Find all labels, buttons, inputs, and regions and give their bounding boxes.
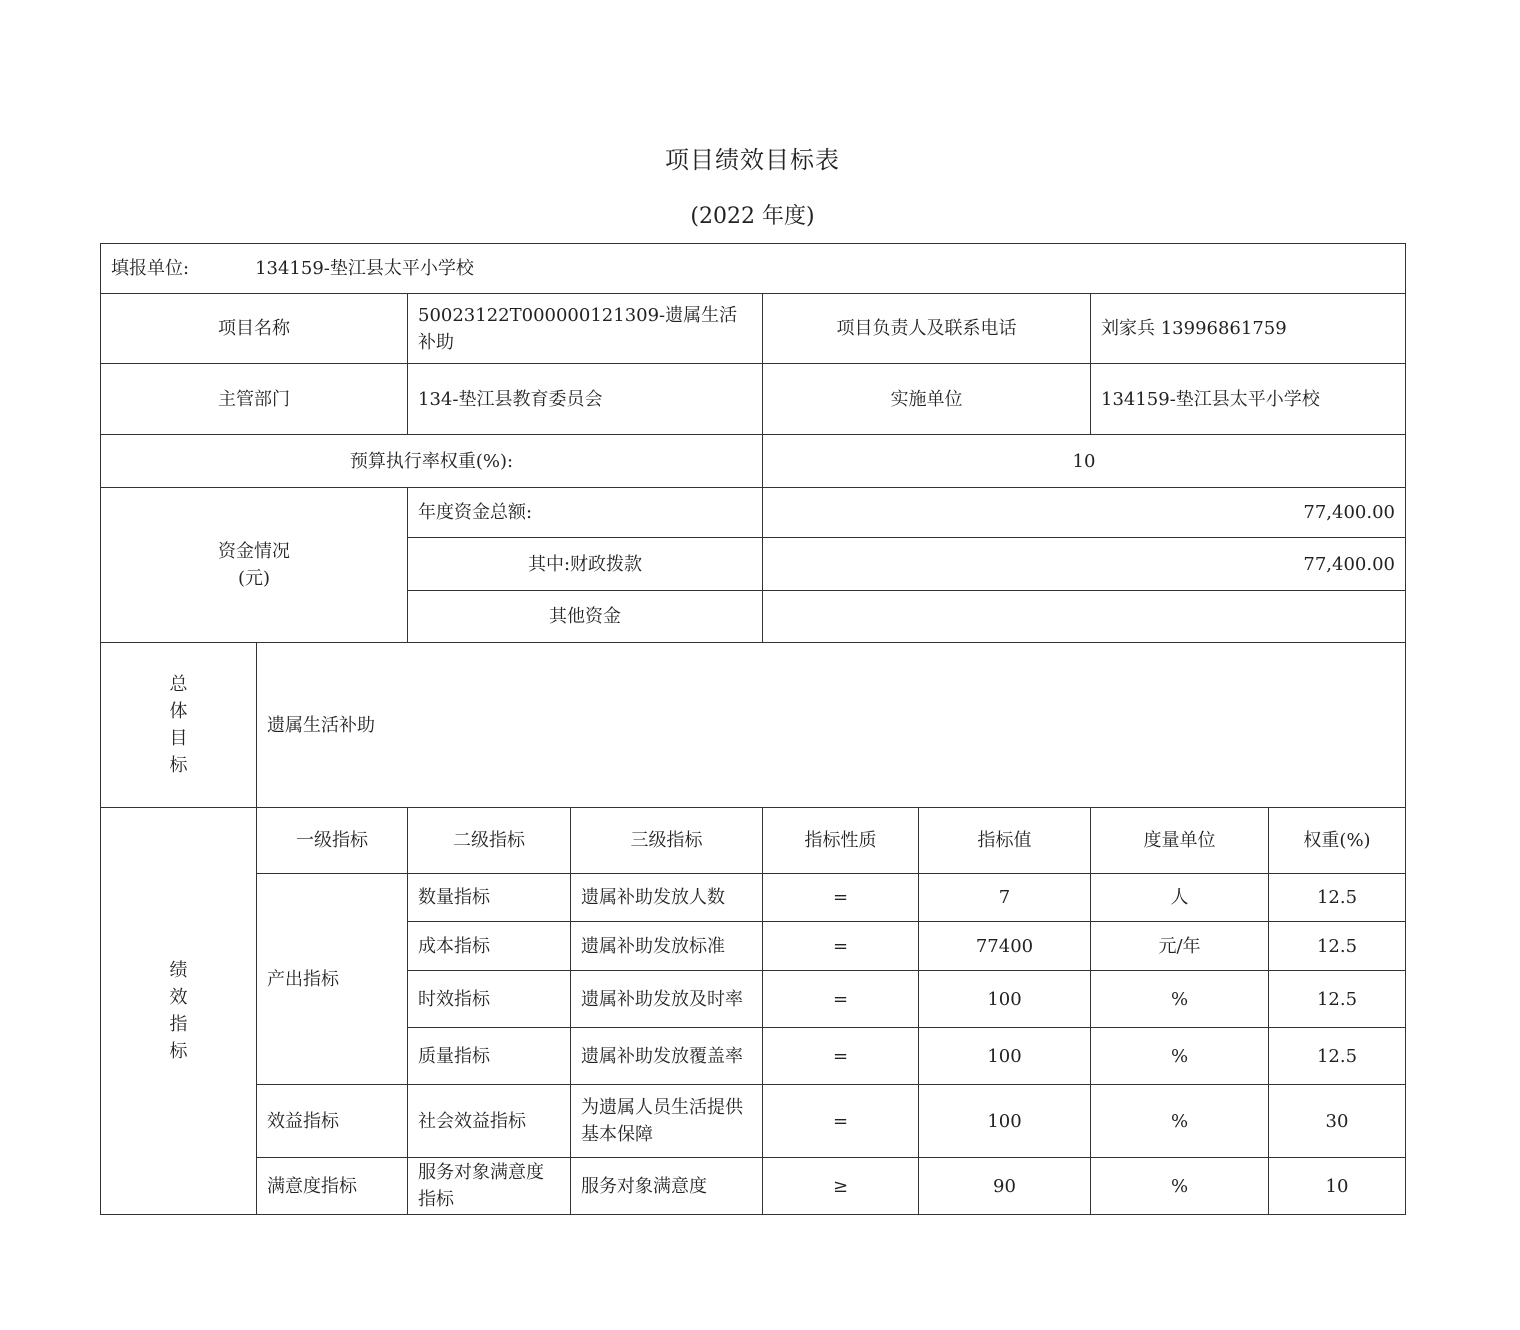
- value-cell: 77400: [919, 922, 1091, 971]
- funds-unit: (元): [237, 568, 271, 589]
- reporting-unit-value: 134159-垫江县太平小学校: [255, 258, 474, 279]
- header-nature: 指标性质: [763, 808, 919, 874]
- unit-cell: %: [1091, 1028, 1269, 1085]
- value-cell: 90: [919, 1158, 1091, 1215]
- level2-cell: 服务对象满意度指标: [408, 1158, 571, 1215]
- indicator-row: [101, 874, 1406, 922]
- funds-total-label: 年度资金总额:: [408, 488, 763, 538]
- header-value: 指标值: [919, 808, 1091, 874]
- reporting-unit-cell: [101, 244, 1406, 294]
- funds-total-row: [101, 488, 1406, 538]
- value-cell: 100: [919, 1028, 1091, 1085]
- level3-cell: 遗属补助发放人数: [571, 874, 763, 922]
- overall-goal-text: 遗属生活补助: [257, 643, 1406, 808]
- reporting-unit-row: [101, 244, 1406, 294]
- indicator-row: [101, 1085, 1406, 1158]
- weight-cell: 12.5: [1269, 922, 1406, 971]
- implementing-unit-value: 134159-垫江县太平小学校: [1091, 364, 1406, 435]
- document-year: (2022 年度): [690, 204, 815, 229]
- funds-label: 资金情况: [218, 541, 290, 562]
- implementing-unit-label: 实施单位: [763, 364, 1091, 435]
- indicator-header-row: [101, 808, 1406, 874]
- level2-cell: 时效指标: [408, 971, 571, 1028]
- performance-indicator-char: 绩: [169, 960, 188, 981]
- overall-goal-label: [101, 643, 257, 808]
- level2-cell: 成本指标: [408, 922, 571, 971]
- funds-fiscal-value: 77,400.00: [763, 538, 1406, 591]
- level3-cell: 遗属补助发放及时率: [571, 971, 763, 1028]
- value-cell: 100: [919, 971, 1091, 1028]
- unit-cell: %: [1091, 971, 1269, 1028]
- header-level2: 二级指标: [408, 808, 571, 874]
- unit-cell: %: [1091, 1158, 1269, 1215]
- budget-weight-row: [101, 435, 1406, 488]
- performance-indicator-char: 标: [169, 1041, 188, 1062]
- header-unit: 度量单位: [1091, 808, 1269, 874]
- funds-label-cell: [101, 488, 408, 643]
- weight-cell: 12.5: [1269, 1028, 1406, 1085]
- level1-output: 产出指标: [257, 874, 408, 1085]
- indicator-row: [101, 1158, 1406, 1215]
- nature-cell: =: [763, 1028, 919, 1085]
- project-owner-label: 项目负责人及联系电话: [763, 294, 1091, 364]
- weight-cell: 30: [1269, 1085, 1406, 1158]
- performance-indicator-char: 效: [169, 987, 188, 1008]
- performance-indicator-char: 指: [169, 1014, 188, 1035]
- level2-cell: 社会效益指标: [408, 1085, 571, 1158]
- weight-cell: 12.5: [1269, 971, 1406, 1028]
- weight-cell: 10: [1269, 1158, 1406, 1215]
- value-cell: 7: [919, 874, 1091, 922]
- value-cell: 100: [919, 1085, 1091, 1158]
- project-name-label: 项目名称: [101, 294, 408, 364]
- nature-cell: =: [763, 922, 919, 971]
- overall-goal-row: [101, 643, 1406, 808]
- level1-satisfaction: 满意度指标: [257, 1158, 408, 1215]
- funds-total-value: 77,400.00: [763, 488, 1406, 538]
- nature-cell: =: [763, 971, 919, 1028]
- overall-goal-char: 总: [169, 674, 188, 695]
- performance-target-table: [100, 243, 1406, 1215]
- header-weight: 权重(%): [1269, 808, 1406, 874]
- department-value: 134-垫江县教育委员会: [408, 364, 763, 435]
- nature-cell: =: [763, 1085, 919, 1158]
- document-title: 项目绩效目标表: [665, 146, 840, 174]
- level2-cell: 质量指标: [408, 1028, 571, 1085]
- level3-cell: 遗属补助发放标准: [571, 922, 763, 971]
- overall-goal-char: 目: [169, 728, 188, 749]
- header-level1: 一级指标: [257, 808, 408, 874]
- project-name-value: 50023122T000000121309-遗属生活补助: [408, 294, 763, 364]
- funds-other-label: 其他资金: [408, 591, 763, 643]
- reporting-unit-label: 填报单位:: [111, 258, 190, 279]
- nature-cell: ≥: [763, 1158, 919, 1215]
- level3-cell: 遗属补助发放覆盖率: [571, 1028, 763, 1085]
- weight-cell: 12.5: [1269, 874, 1406, 922]
- overall-goal-char: 体: [169, 701, 188, 722]
- funds-other-value: [763, 591, 1406, 643]
- unit-cell: 元/年: [1091, 922, 1269, 971]
- level1-benefit: 效益指标: [257, 1085, 408, 1158]
- overall-goal-char: 标: [169, 755, 188, 776]
- unit-cell: 人: [1091, 874, 1269, 922]
- budget-weight-label: 预算执行率权重(%):: [101, 435, 763, 488]
- department-row: [101, 364, 1406, 435]
- funds-fiscal-label: 其中:财政拨款: [408, 538, 763, 591]
- level2-cell: 数量指标: [408, 874, 571, 922]
- nature-cell: =: [763, 874, 919, 922]
- level3-cell: 为遗属人员生活提供基本保障: [571, 1085, 763, 1158]
- level3-cell: 服务对象满意度: [571, 1158, 763, 1215]
- department-label: 主管部门: [101, 364, 408, 435]
- performance-indicator-label: [101, 808, 257, 1215]
- project-name-row: [101, 294, 1406, 364]
- unit-cell: %: [1091, 1085, 1269, 1158]
- project-owner-value: 刘家兵 13996861759: [1091, 294, 1406, 364]
- budget-weight-value: 10: [763, 435, 1406, 488]
- header-level3: 三级指标: [571, 808, 763, 874]
